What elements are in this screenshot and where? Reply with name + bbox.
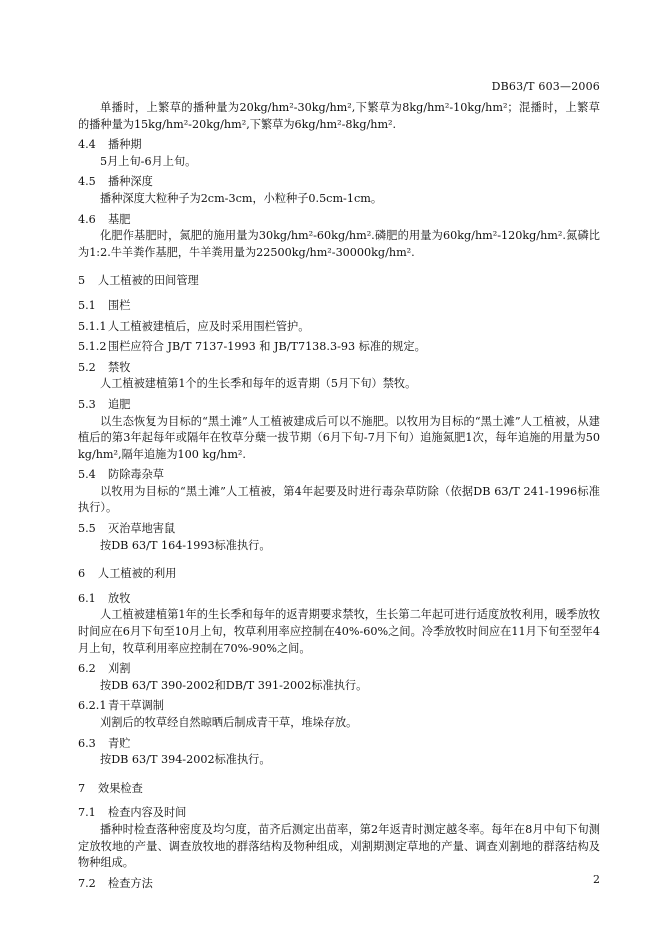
subsection-heading [78,212,600,229]
heading-number: 6.1 [78,591,96,605]
subsection-heading [78,467,600,484]
heading-title: 防除毒杂草 [108,468,164,482]
heading-number: 5.3 [78,397,96,411]
paragraph: 5月上旬-6月上旬。 [100,154,197,168]
subsection-heading [78,698,600,715]
subsection-heading [78,805,600,822]
heading-title: 人工植被的利用 [98,567,177,581]
heading-title: 播种深度 [108,175,153,189]
heading-number: 6.3 [78,736,96,750]
subsection-heading [78,876,600,893]
heading-title: 人工植被的田间管理 [98,274,199,288]
heading-number: 5.2 [78,360,96,374]
heading-title: 围栏 [108,298,131,312]
section-heading [78,781,600,798]
paragraph: 播种深度大粒种子为2cm-3cm，小粒种子0.5cm-1cm。 [100,191,383,205]
subsection-heading [78,360,600,377]
subsection-heading [78,339,600,356]
heading-title: 人工植被建植后，应及时采用围栏管护。 [108,319,310,333]
heading-title: 青干草调制 [108,699,164,713]
heading-title: 基肥 [108,212,131,226]
heading-number: 5.5 [78,522,96,536]
subsection-heading [78,319,600,336]
paragraph: 播种时检查落种密度及均匀度，苗齐后测定出苗率，第2年返青时测定越冬率。每年在8月中旬下旬测定放牧地的产量、调查放牧地的群落结构及物种组成，刈割期测定草地的产量、调查刈割地的群落结构及物种组成。 [78,822,600,870]
heading-number: 6.2 [78,662,96,676]
heading-number: 7 [78,781,86,795]
heading-number: 5.4 [78,468,96,482]
subsection-heading [78,736,600,753]
subsection-heading [78,298,600,315]
heading-number: 6.2.1 [78,699,107,713]
heading-title: 青贮 [108,736,131,750]
heading-title: 禁牧 [108,360,131,374]
section-heading [78,273,600,290]
heading-title: 刈割 [108,662,131,676]
heading-number: 5.1.1 [78,319,107,333]
heading-number: 4.4 [78,138,96,152]
paragraph: 刈割后的牧草经自然晾晒后制成青干草，堆垛存放。 [100,716,358,729]
page-number: 2 [593,873,600,886]
paragraph: 按DB 63/T 390-2002和DB/T 391-2002标准执行。 [100,678,368,692]
heading-title: 播种期 [108,138,142,152]
paragraph: 单播时，上繁草的播种量为20kg/hm²-30kg/hm²,下繁草为8kg/hm²-10kg/hm²；混播时，上繁草的播种量为15kg/hm²-20kg/hm²,下繁草为6kg/hm²-8kg/hm². [78,101,600,131]
section-heading [78,566,600,583]
heading-title: 灭治草地害鼠 [108,522,176,536]
paragraph: 人工植被建植第1年的生长季和每年的返青期要求禁牧，生长第二年起可进行适度放牧利用，暖季放牧时间应在6月下旬至10月上旬，牧草利用率应控制在40%-60%之间。冷季放牧时间应在11月下旬至翌年4月上旬，牧草利用率应控制在70%-90%之间。 [78,608,600,655]
heading-title: 检查方法 [108,876,153,890]
heading-number: 5.1 [78,298,96,312]
document-id-header: DB63/T 603—2006 [491,80,600,93]
subsection-heading [78,661,600,678]
subsection-heading [78,137,600,154]
paragraph: 以生态恢复为目标的“黑土滩”人工植被建成后可以不施肥。以牧用为目标的“黑土滩”人工植被，从建植后的第3年起每年或隔年在牧草分蘖一拔节期（6月下旬-7月下旬）追施氮肥1次，每年追施的用量为50 kg/hm²,隔年追施为100 kg/hm². [78,414,600,461]
subsection-heading [78,397,600,414]
heading-title: 追肥 [108,397,131,411]
paragraph: 按DB 63/T 394-2002标准执行。 [100,753,271,767]
heading-number: 7.1 [78,806,96,820]
paragraph: 人工植被建植第1个的生长季和每年的返青期（5月下旬）禁牧。 [100,377,417,391]
document-body [78,100,600,892]
subsection-heading [78,591,600,608]
heading-title: 围栏应符合 JB/T 7137-1993 和 JB/T7138.3-93 标准的规定。 [108,340,426,354]
heading-title: 检查内容及时间 [108,806,187,820]
heading-number: 4.5 [78,175,96,189]
heading-number: 4.6 [78,212,96,226]
paragraph: 按DB 63/T 164-1993标准执行。 [100,538,271,552]
heading-number: 7.2 [78,876,96,890]
heading-title: 效果检查 [98,781,143,795]
heading-number: 6 [78,567,86,581]
heading-number: 5 [78,274,86,288]
subsection-heading [78,521,600,538]
paragraph: 以牧用为目标的“黑土滩”人工植被，第4年起要及时进行毒杂草防除（依据DB 63/T 241-1996标准执行）。 [78,484,600,515]
paragraph: 化肥作基肥时，氮肥的施用量为30kg/hm²-60kg/hm².磷肥的用量为60kg/hm²-120kg/hm².氮磷比为1:2.牛羊粪作基肥，牛羊粪用量为22500kg/hm²-30000kg/hm². [78,229,600,259]
heading-title: 放牧 [108,591,131,605]
subsection-heading [78,174,600,191]
heading-number: 5.1.2 [78,340,107,354]
